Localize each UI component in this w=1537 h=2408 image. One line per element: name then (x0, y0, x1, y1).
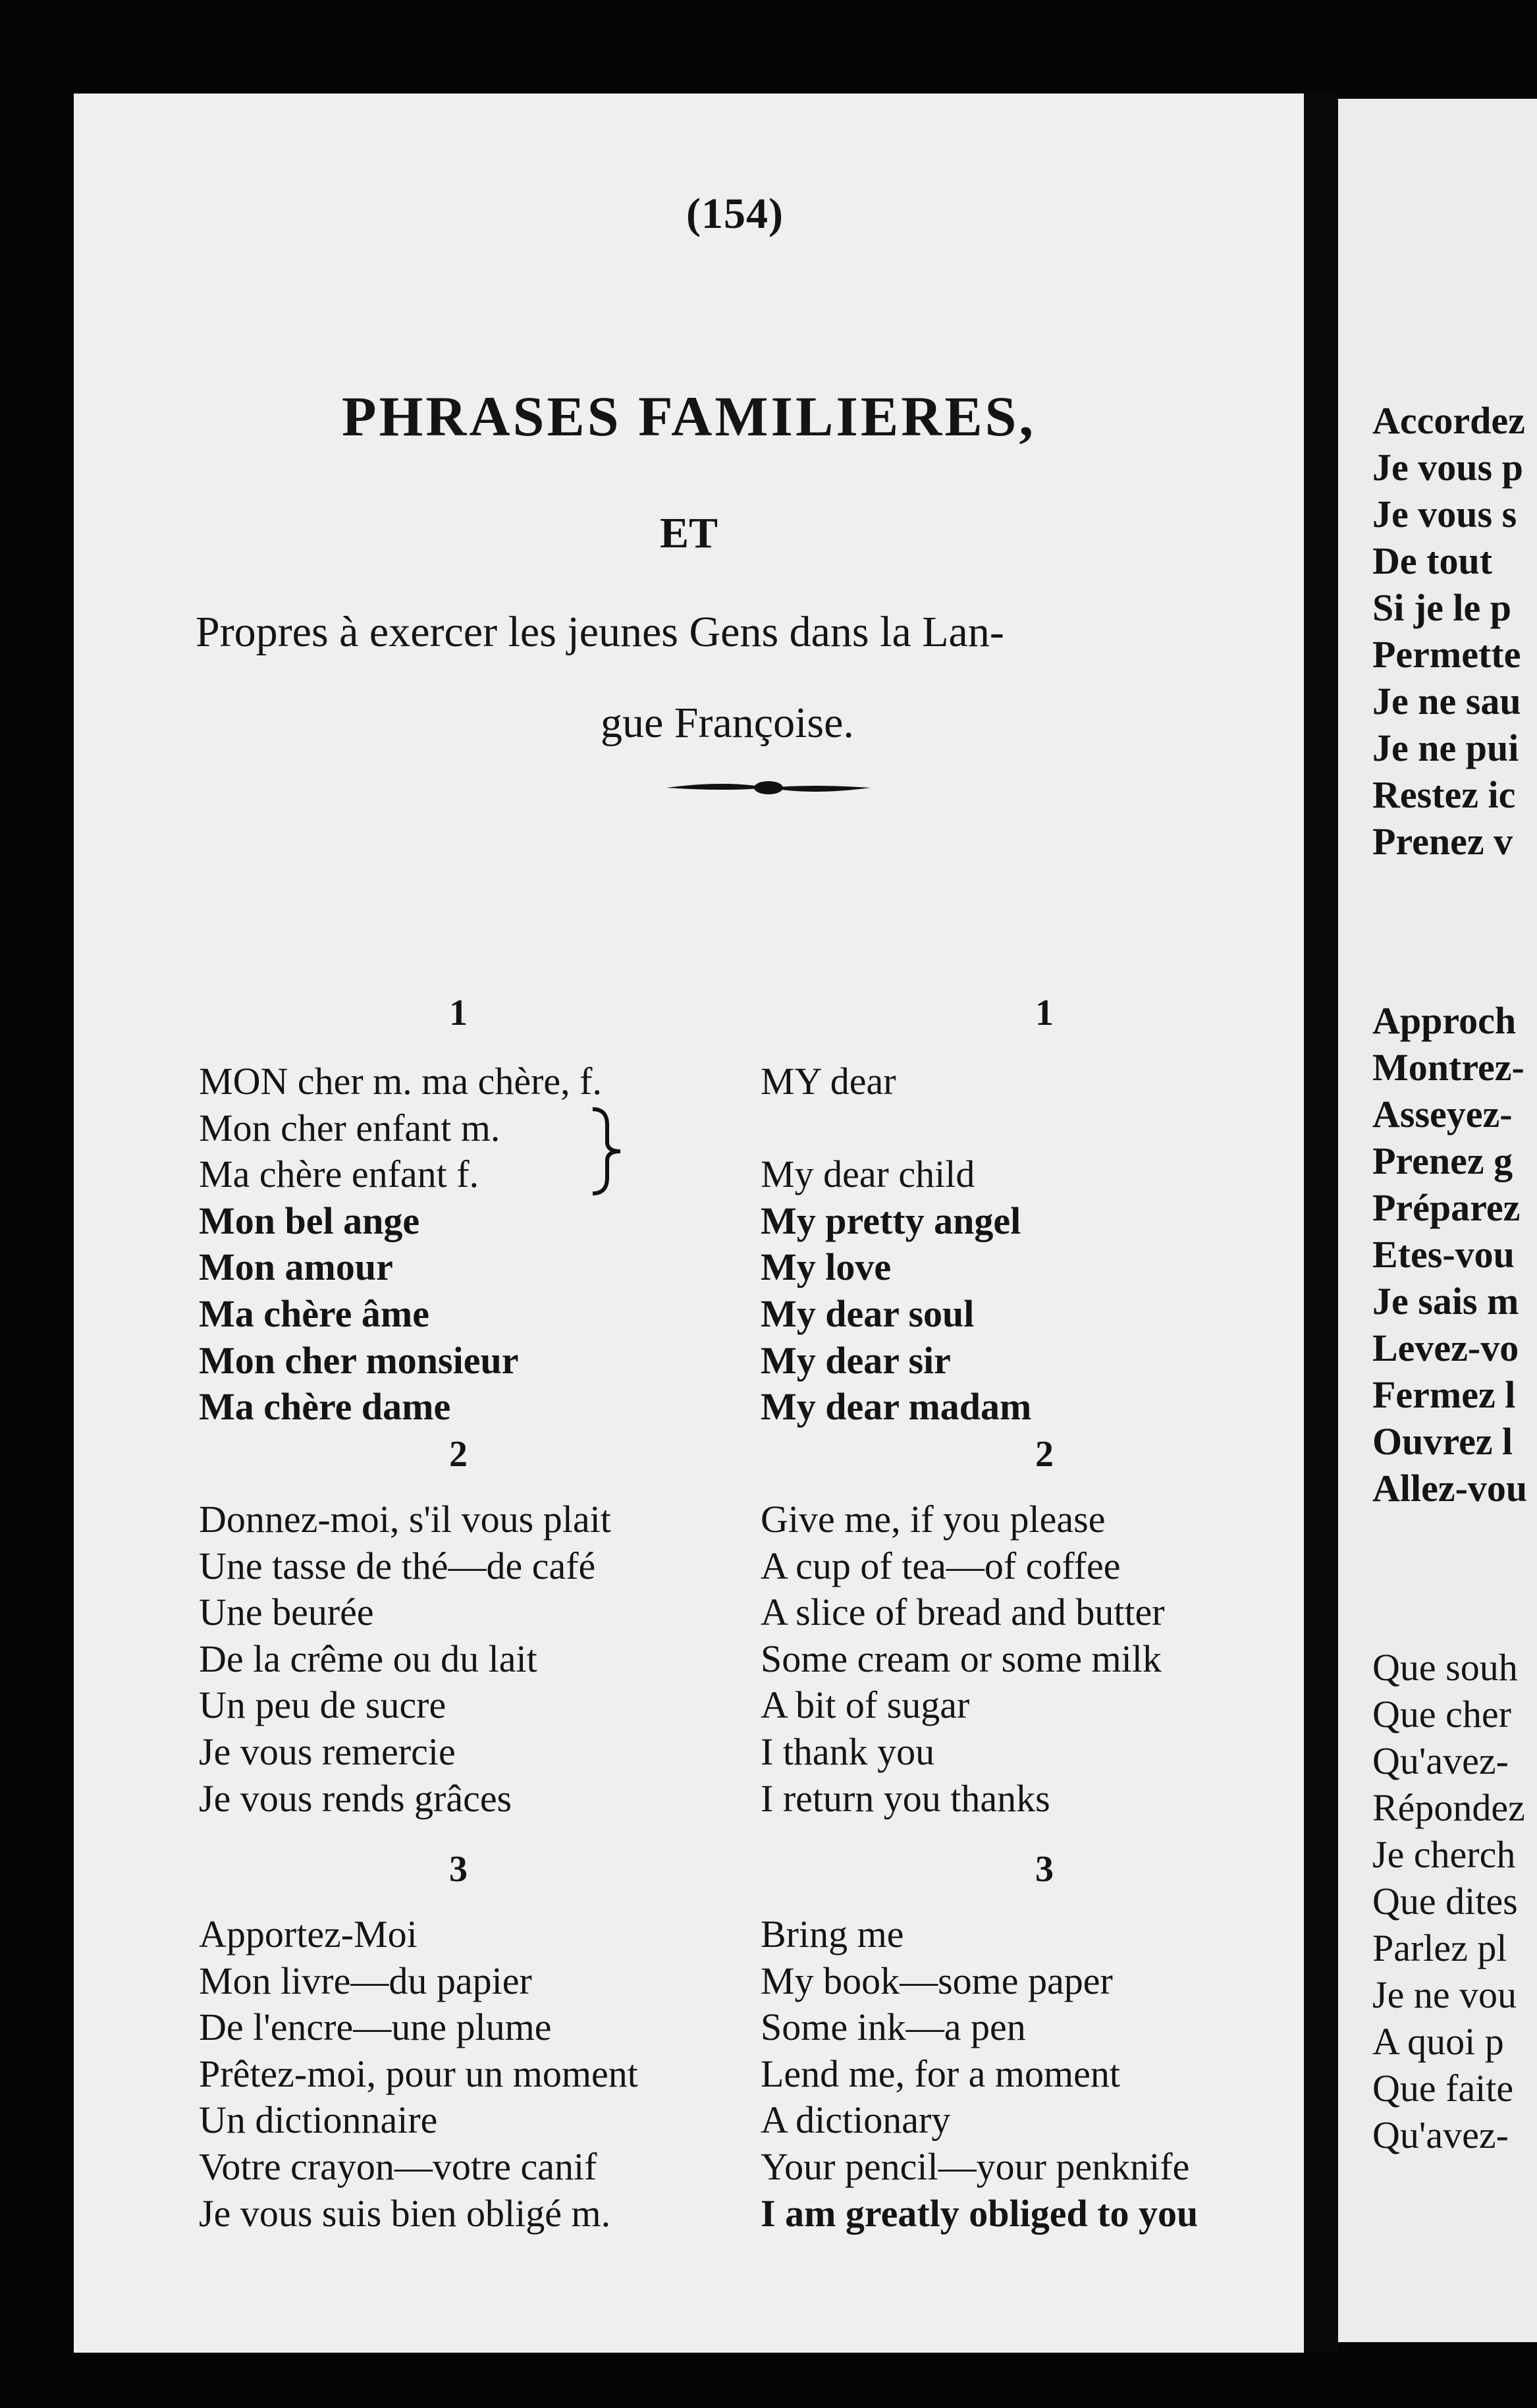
right-fragment: Permette (1372, 633, 1521, 676)
book-gutter (1304, 94, 1338, 2353)
english-phrase: A slice of bread and butter (761, 1591, 1165, 1634)
right-fragment: Je ne vou (1372, 1973, 1517, 2016)
french-phrase: Ma chère âme (199, 1292, 429, 1335)
english-phrase: My book—some paper (761, 1959, 1113, 2002)
french-phrase: Votre crayon—votre canif (199, 2145, 597, 2188)
right-fragment: Levez-vo (1372, 1327, 1519, 1369)
right-fragment: Je vous s (1372, 493, 1517, 535)
right-fragment: Je vous p (1372, 446, 1523, 489)
french-phrase: Ma chère dame (199, 1385, 451, 1429)
right-fragment: A quoi p (1372, 2020, 1504, 2063)
french-phrase: De la crême ou du lait (199, 1637, 537, 1680)
right-fragment: Asseyez- (1372, 1093, 1513, 1136)
french-phrase: Je vous suis bien obligé m. (199, 2191, 611, 2235)
right-fragment: Parlez pl (1372, 1927, 1507, 1969)
right-fragment: Je cherch (1372, 1833, 1516, 1876)
french-phrase: Une tasse de thé—de café (199, 1544, 596, 1587)
french-phrase: Je vous remercie (199, 1730, 456, 1773)
english-phrase: My dear child (761, 1153, 975, 1196)
english-phrase: My pretty angel (761, 1199, 1021, 1242)
section-1-fr-number: 1 (449, 993, 468, 1033)
english-phrase (761, 1105, 1301, 1152)
page-title: PHRASES FAMILIERES, (341, 385, 1037, 448)
english-column-section-1 (761, 1058, 1301, 1431)
page-number: (154) (686, 190, 784, 238)
right-fragment: Restez ic (1372, 773, 1516, 816)
subtitle-line-2: gue Françoise. (601, 699, 854, 747)
right-fragment: Montrez- (1372, 1046, 1524, 1089)
section-3-en-number: 3 (1035, 1849, 1054, 1890)
french-phrase: Mon cher enfant m. (199, 1106, 500, 1149)
subtitle-line-1: Propres à exercer les jeunes Gens dans la Lan- (196, 608, 1004, 656)
english-phrase: Your pencil—your penknife (761, 2145, 1190, 2188)
english-phrase: I return you thanks (761, 1776, 1050, 1820)
french-phrase: Prêtez-moi, pour un moment (199, 2052, 638, 2095)
french-column-section-2 (199, 1496, 844, 1822)
french-phrase: Un dictionnaire (199, 2098, 438, 2142)
right-fragment: Qu'avez- (1372, 1739, 1509, 1782)
french-phrase: De l'encre—une plume (199, 2006, 552, 2049)
section-2-en-number: 2 (1035, 1434, 1054, 1475)
left-page (74, 94, 1304, 2353)
english-phrase: My dear soul (761, 1292, 975, 1335)
english-phrase: A dictionary (761, 2098, 951, 2142)
english-phrase: A cup of tea—of coffee (761, 1544, 1121, 1587)
right-fragment: Approch (1372, 999, 1517, 1042)
french-phrase: Ma chère enfant f. (199, 1153, 479, 1196)
section-2-fr-number: 2 (449, 1434, 468, 1475)
right-fragment: Que dites (1372, 1880, 1518, 1923)
french-phrase: Apportez-Moi (199, 1913, 418, 1956)
right-fragment: Allez-vou (1372, 1467, 1528, 1510)
french-phrase: Mon livre—du papier (199, 1959, 532, 2002)
english-phrase: I thank you (761, 1730, 935, 1773)
french-column-section-3 (199, 1911, 844, 2237)
english-column-section-2 (761, 1496, 1301, 1822)
english-phrase: My dear sir (761, 1338, 951, 1382)
right-fragment: Prenez v (1372, 820, 1513, 863)
english-column-section-3 (761, 1911, 1301, 2237)
french-phrase: MON cher m. ma chère, f. (199, 1060, 602, 1103)
french-phrase: Je vous rends grâces (199, 1776, 512, 1820)
right-fragment: Préparez (1372, 1186, 1521, 1229)
right-fragment: De tout (1372, 539, 1493, 582)
ornament-divider (666, 775, 871, 801)
english-phrase: MY dear (761, 1060, 896, 1103)
english-phrase: Bring me (761, 1913, 904, 1956)
right-fragment: Qu'avez- (1372, 2114, 1509, 2156)
right-fragment: Que faite (1372, 2067, 1514, 2110)
right-fragment: Accordez (1372, 399, 1525, 442)
section-1-en-number: 1 (1035, 993, 1054, 1033)
right-fragment: Prenez g (1372, 1139, 1513, 1182)
title-conjunction: ET (659, 509, 718, 557)
english-phrase: My dear madam (761, 1385, 1032, 1429)
right-fragment: Etes-vou (1372, 1233, 1515, 1276)
english-phrase: Some cream or some milk (761, 1637, 1162, 1680)
right-fragment: Répondez (1372, 1786, 1525, 1829)
right-fragment: Je ne sau (1372, 680, 1521, 723)
english-phrase: My love (761, 1245, 892, 1289)
french-phrase: Donnez-moi, s'il vous plait (199, 1498, 611, 1541)
right-fragment: Ouvrez l (1372, 1420, 1513, 1463)
english-phrase: Some ink—a pen (761, 2006, 1026, 2049)
right-fragment: Que cher (1372, 1693, 1511, 1736)
french-phrase: Une beurée (199, 1591, 374, 1634)
french-phrase: Mon bel ange (199, 1199, 420, 1242)
right-fragment: Je ne pui (1372, 726, 1519, 769)
english-phrase: I am greatly obliged to you (761, 2191, 1199, 2235)
english-phrase: Give me, if you please (761, 1498, 1106, 1541)
french-column-section-1 (199, 1058, 844, 1431)
right-fragment: Fermez l (1372, 1373, 1516, 1416)
section-3-fr-number: 3 (449, 1849, 468, 1890)
french-phrase: Mon cher monsieur (199, 1338, 519, 1382)
right-fragment: Je sais m (1372, 1280, 1519, 1323)
right-page-fragment (1338, 99, 1537, 2342)
french-phrase: Un peu de sucre (199, 1683, 446, 1727)
english-phrase: Lend me, for a moment (761, 2052, 1120, 2095)
french-phrase: Mon amour (199, 1245, 393, 1289)
right-fragment: Que souh (1372, 1646, 1518, 1689)
english-phrase: A bit of sugar (761, 1683, 970, 1727)
right-fragment: Si je le p (1372, 586, 1512, 629)
